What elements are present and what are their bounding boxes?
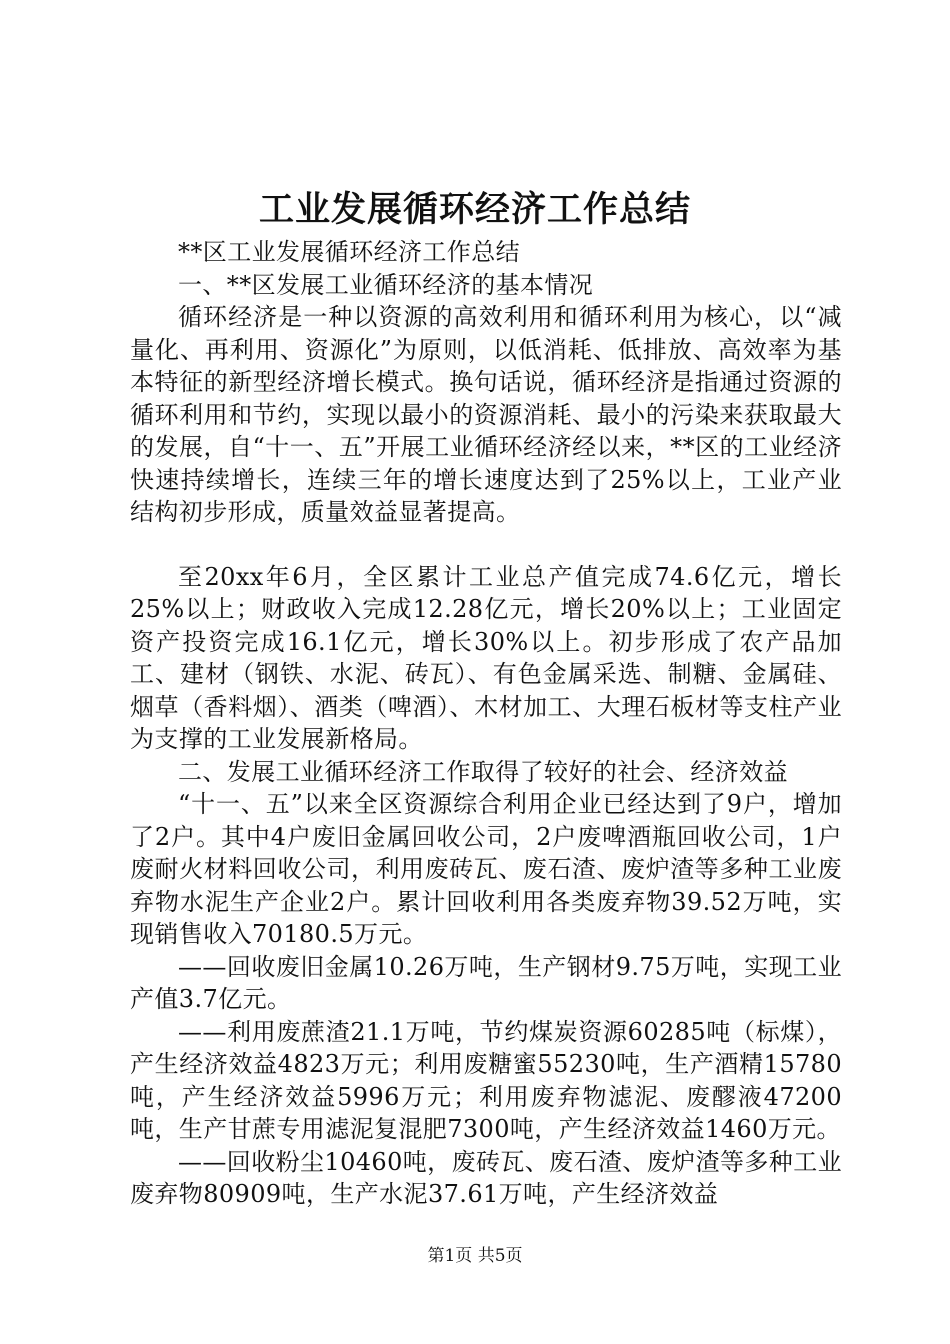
body-paragraph: 至20xx年6月，全区累计工业总产值完成74.6亿元，增长25%以上；财政收入完成12.28亿元，增长20%以上；工业固定资产投资完成16.1亿元，增长30%以上。初步形成了农产品加工、建材（钢铁、水泥、砖瓦）、有色金属采选、制糖、金属硅、烟草（香料烟）、酒类（啤酒）、木材加工、大理石板材等支柱产业为支撑的工业发展新格局。 — [130, 562, 842, 753]
list-paragraph: ——回收废旧金属10.26万吨，生产钢材9.75万吨，实现工业产值3.7亿元。 — [130, 952, 842, 1013]
body-paragraph: 循环经济是一种以资源的高效利用和循环利用为核心，以“减量化、再利用、资源化”为原则，以低消耗、低排放、高效率为基本特征的新型经济增长模式。换句话说，循环经济是指通过资源的循环利用和节约，实现以最小的资源消耗、最小的污染来获取最大的发展，自“十一、五”开展工业循环经济经以来，**区的工业经济快速持续增长，连续三年的增长速度达到了25%以上，工业产业结构初步形成，质量效益显著提高。 — [130, 303, 842, 526]
document-body — [130, 236, 842, 1211]
page-footer: 第1页 共5页 — [427, 1246, 523, 1266]
body-paragraph: “十一、五”以来全区资源综合利用企业已经达到了9户，增加了2户。其中4户废旧金属回收公司，2户废啤酒瓶回收公司，1户废耐火材料回收公司，利用废砖瓦、废石渣、废炉渣等多种工业废弃物水泥生产企业2户。累计回收利用各类废弃物39.52万吨，实现销售收入70180.5万元。 — [130, 790, 842, 948]
list-paragraph: ——回收粉尘10460吨，废砖瓦、废石渣、废炉渣等多种工业废弃物80909吨，生产水泥37.61万吨，产生经济效益 — [130, 1147, 842, 1208]
section-heading-1: 一、**区发展工业循环经济的基本情况 — [178, 270, 594, 299]
document-title: 工业发展循环经济工作总结 — [258, 189, 691, 230]
section-heading-2: 二、发展工业循环经济工作取得了较好的社会、经济效益 — [178, 757, 788, 786]
list-paragraph: ——利用废蔗渣21.1万吨，节约煤炭资源60285吨（标煤），产生经济效益4823万元；利用废糖蜜55230吨，生产酒精15780吨，产生经济效益5996万元；利用废弃物滤泥、废醪液47200吨，生产甘蔗专用滤泥复混肥7300吨，产生经济效益1460万元。 — [130, 1017, 842, 1143]
subtitle-paragraph: **区工业发展循环经济工作总结 — [178, 238, 520, 266]
